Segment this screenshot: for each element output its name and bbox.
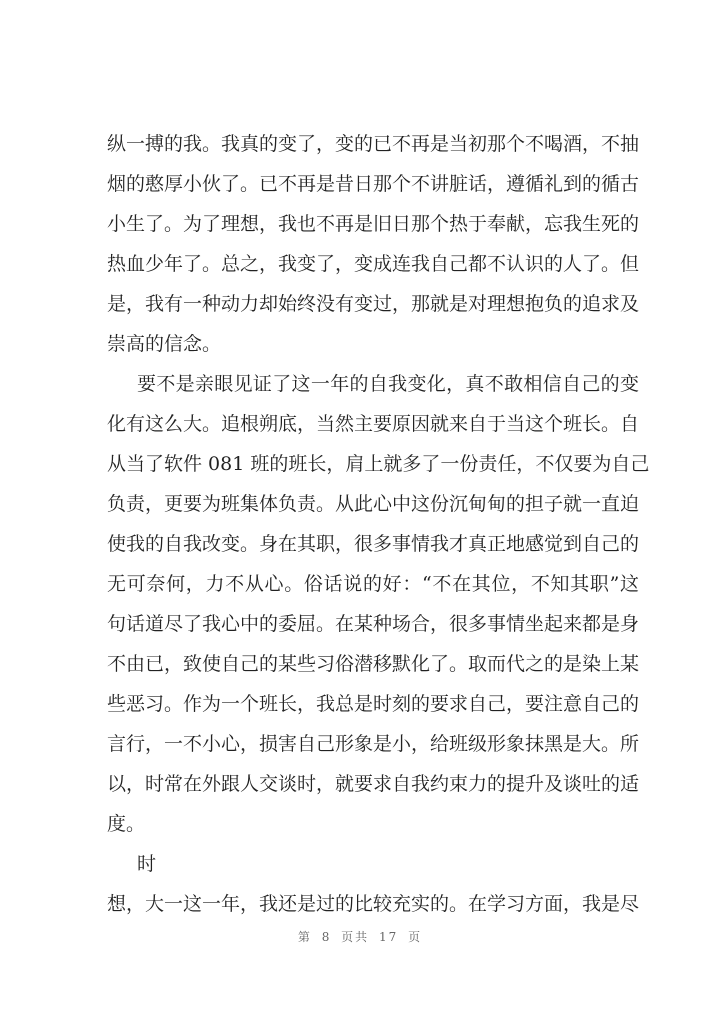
text-line: 烟的憨厚小伙了。已不再是昔日那个不讲脏话，遵循礼到的循古 bbox=[107, 173, 640, 195]
total-pages-number: 17 bbox=[379, 930, 399, 944]
text-line: 想，大一这一年，我还是过的比较充实的。在学习方面，我是尽 bbox=[107, 893, 640, 915]
text-line: 热血少年了。总之，我变了，变成连我自己都不认识的人了。但 bbox=[107, 253, 640, 275]
text-line: 纵一搏的我。我真的变了，变的已不再是当初那个不喝酒，不抽 bbox=[107, 133, 640, 155]
text-line: 以，时常在外跟人交谈时，就要求自我约束力的提升及谈吐的适 bbox=[107, 773, 640, 795]
text-line: 使我的自我改变。身在其职，很多事情我才真正地感觉到自己的 bbox=[107, 533, 640, 555]
text-line: 言行，一不小心，损害自己形象是小，给班级形象抹黑是大。所 bbox=[107, 733, 640, 755]
text-line: 度。 bbox=[107, 813, 146, 835]
text-line: 是，我有一种动力却始终没有变过，那就是对理想抱负的追求及 bbox=[107, 293, 640, 315]
text-line: 小生了。为了理想，我也不再是旧日那个热于奉献，忘我生死的 bbox=[107, 213, 640, 235]
footer-middle: 页共 bbox=[341, 930, 370, 944]
text-line: 化有这么大。追根朔底，当然主要原因就来自于当这个班长。自 bbox=[107, 413, 640, 435]
current-page-number: 8 bbox=[321, 930, 332, 944]
text-line: 无可奈何，力不从心。俗话说的好：“不在其位，不知其职”这 bbox=[107, 573, 639, 595]
text-line: 句话道尽了我心中的委屈。在某种场合，很多事情坐起来都是身 bbox=[107, 613, 640, 635]
text-line: 些恶习。作为一个班长，我总是时刻的要求自己，要注意自己的 bbox=[107, 693, 640, 715]
footer-prefix: 第 bbox=[297, 930, 312, 944]
text-line: 负责，更要为班集体负责。从此心中这份沉甸甸的担子就一直迫 bbox=[107, 493, 640, 515]
text-line: 要不是亲眼见证了这一年的自我变化，真不敢相信自己的变 bbox=[137, 373, 639, 395]
page-footer bbox=[0, 928, 720, 945]
text-line: 时 bbox=[137, 853, 157, 875]
text-line: 不由已，致使自己的某些习俗潜移默化了。取而代之的是染上某 bbox=[107, 653, 640, 675]
footer-suffix: 页 bbox=[408, 930, 423, 944]
text-line: 从当了软件 081 班的班长，肩上就多了一份责任，不仅要为自己 bbox=[107, 453, 650, 475]
text-line: 崇高的信念。 bbox=[107, 333, 222, 355]
